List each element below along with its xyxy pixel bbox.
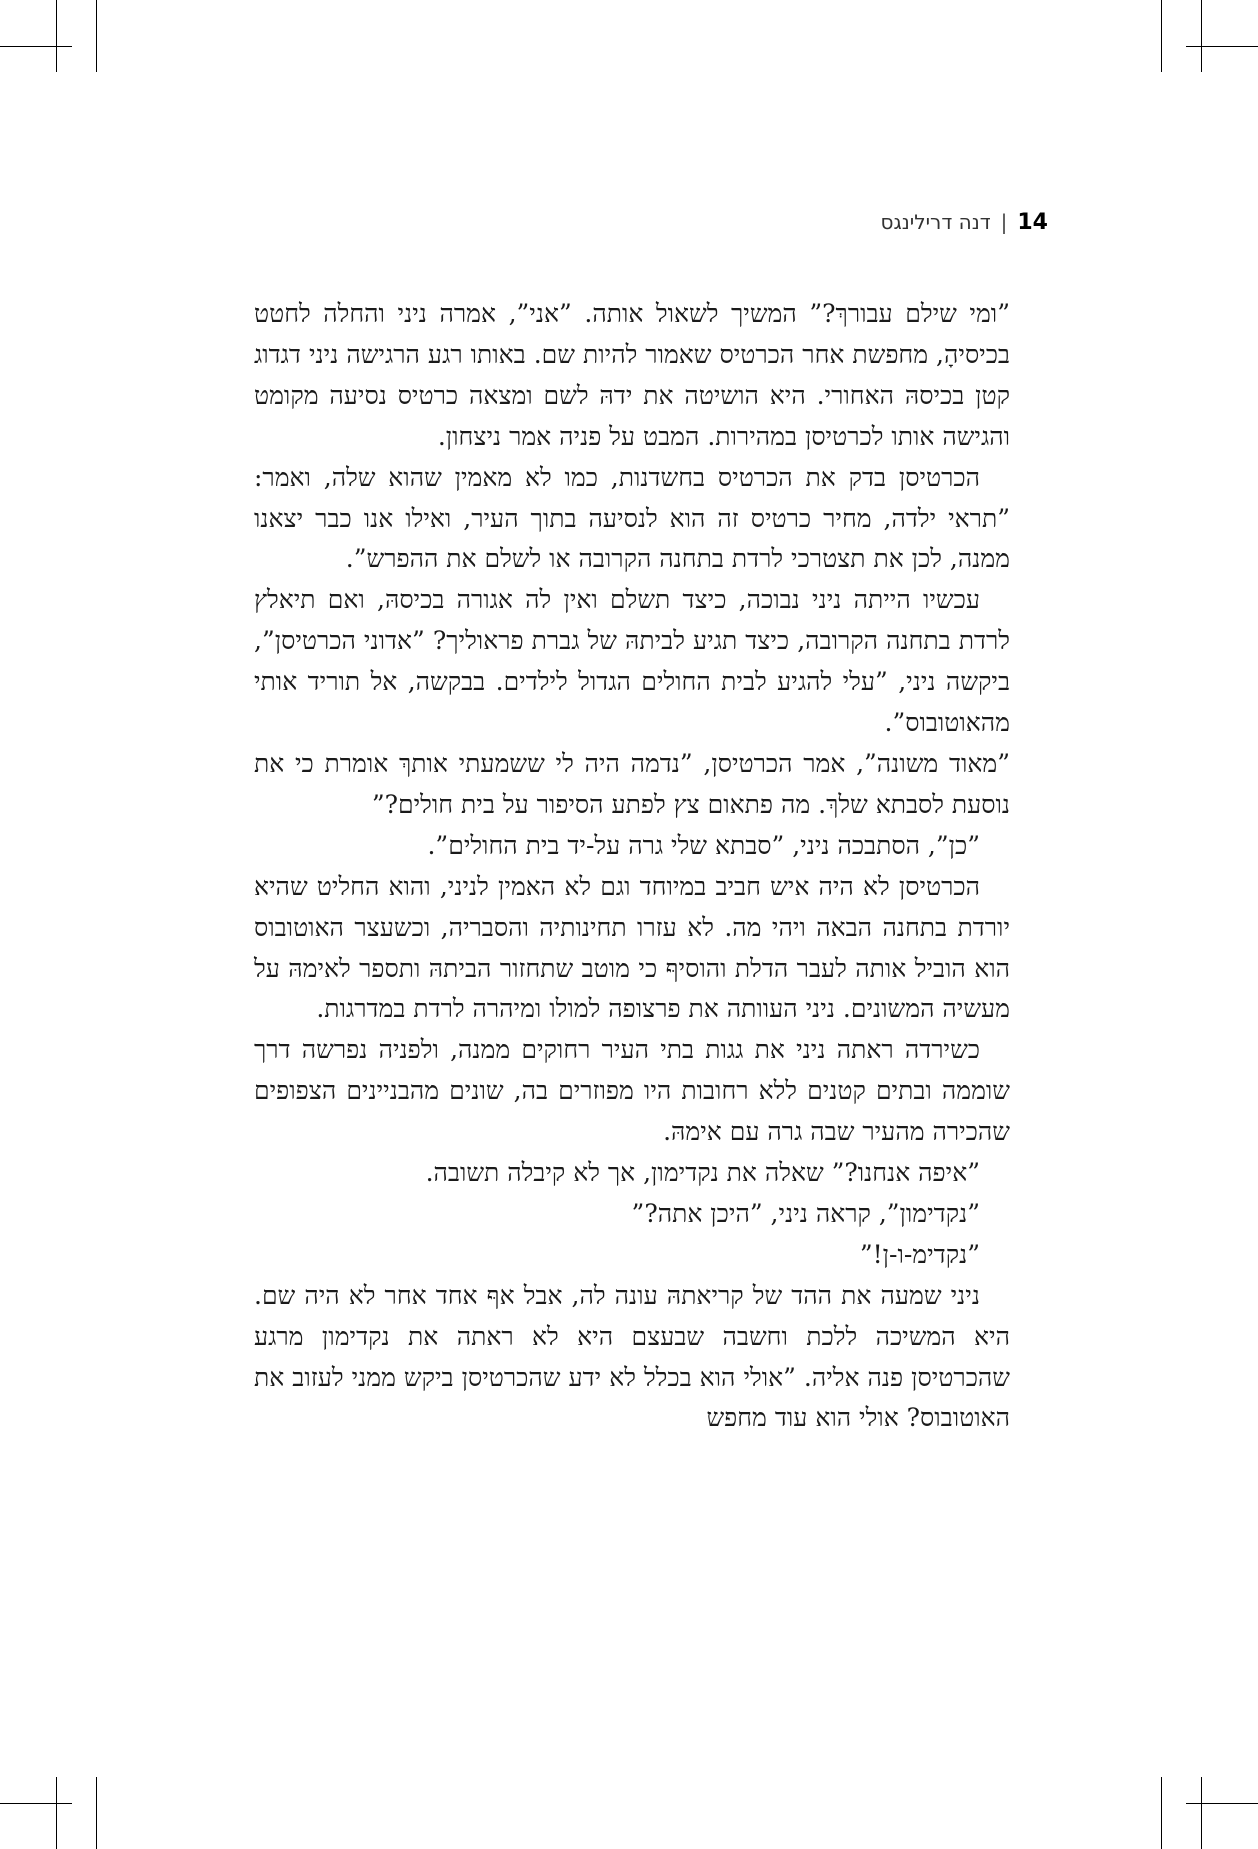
crop-mark [1186, 1803, 1258, 1804]
paragraph: ”ומי שילם עבורךְ?” המשיך לשאול אותה. ”אני”, אמרה ניני והחלה לחטט בכיסיהָ, מחפשת אחר הכרטיס שאמור להיות שם. באותו רגע הרגישה ניני דגדוג קטן בכיסהּ האחורי. היא הושיטה את ידהּ לשם ומצאה כרטיס נסיעה מקומט והגישה אותו לכרטיסן במהירות. המבט על פניה אמר ניצחון. [254, 299, 1010, 451]
crop-mark [1161, 0, 1162, 72]
running-head [210, 208, 1048, 237]
crop-mark [0, 46, 72, 47]
body-text [254, 294, 1010, 1439]
crop-mark [1161, 1777, 1162, 1849]
paragraph: כשירדה ראתה ניני את גגות בתי העיר רחוקים ממנה, ולפניה נפרשה דרך שוממה ובתים קטנים ללא רחובות היו מפוזרים בה, שונים מהבניינים הצפופים שהכירה מהעיר שבה גרה עם אימהּ. [254, 1035, 1010, 1147]
paragraph: ”כן”, הסתבכה ניני, ”סבתא שלי גרה על-יד בית החולים”. [427, 830, 980, 860]
paragraph: ניני שמעה את ההד של קריאתהּ עונה לה, אבל אףּ אחד אחר לא היה שם. היא המשיכה ללכת וחשבה שבעצם היא לא ראתה את נקדימון מרגע שהכרטיסן פנה אליה. ”אולי הוא בכלל לא ידע שהכרטיסן ביקש ממני לעזוב את האוטובוס? אולי הוא עוד מחפש [254, 1280, 1010, 1433]
author-name: דנה דרילינגס [880, 210, 991, 234]
crop-mark [1201, 1777, 1202, 1849]
crop-mark [0, 1803, 72, 1804]
paragraph: ”נקדימ-ו-ן!” [859, 1239, 980, 1269]
paragraph: ”איפה אנחנו?” שאלה את נקדימון, אך לא קיבלה תשובה. [425, 1158, 980, 1188]
paragraph: הכרטיסן בדק את הכרטיס בחשדנות, כמו לא מאמין שהוא שלה, ואמר: ”תראי ילדה, מחיר כרטיס זה הוא לנסיעה בתוך העיר, ואילו אנו כבר יצאנו ממנה, לכן את תצטרכי לרדת בתחנה הקרובה או לשלם את ההפרש”. [254, 462, 1010, 574]
crop-mark [96, 0, 97, 72]
header-separator: | [1000, 210, 1008, 234]
paragraph: ”נקדימון”, קראה ניני, ”היכן אתה?” [631, 1198, 980, 1228]
paragraph: הכרטיסן לא היה איש חביב במיוחד וגם לא האמין לניני, והוא החליט שהיא יורדת בתחנה הבאה ויהי מה. לא עזרו תחינותיה והסבריה, וכשעצר האוטובוס הוא הוביל אותה לעבר הדלת והוסיףּ כי מוטב שתחזור הביתהּ ותספר לאימהּ על מעשיה המשונים. ניני העוותה את פרצופה למולו ומיהרה לרדת במדרגות. [254, 871, 1010, 1024]
crop-mark [96, 1777, 97, 1849]
crop-mark [56, 0, 57, 72]
crop-mark [56, 1777, 57, 1849]
paragraph: ”מאוד משונה”, אמר הכרטיסן, ”נדמה היה לי ששמעתי אותךְ אומרת כי את נוסעת לסבתא שלךְ. מה פתאום צץ לפתע הסיפור על בית חולים?” [254, 748, 1010, 819]
crop-mark [1201, 0, 1202, 72]
page-number: 14 [1017, 210, 1048, 235]
paragraph: עכשיו הייתה ניני נבוכה, כיצד תשלם ואין לה אגורה בכיסהּ, ואם תיאלץ לרדת בתחנה הקרובה, כיצד תגיע לביתהּ של גברת פראוליך? ”אדוני הכרטיסן”, ביקשה ניני, ”עלי להגיע לבית החולים הגדול לילדים. בבקשה, אל תוריד אותי מהאוטובוס”. [254, 585, 1010, 738]
crop-mark [1186, 46, 1258, 47]
